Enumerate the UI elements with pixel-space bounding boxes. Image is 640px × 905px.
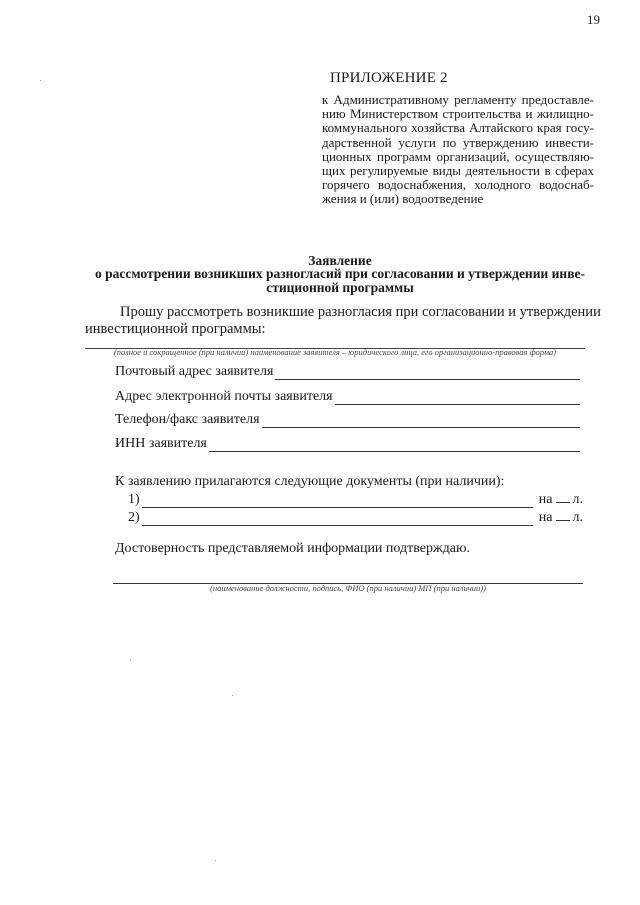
request-text-line1: Прошу рассмотреть возникшие разногласия при согласовании и утверждении [120, 304, 601, 320]
postal-address-label: Почтовый адрес заявителя [115, 364, 274, 379]
attachment-pages-prefix: на [538, 510, 553, 525]
statement-subtitle-line1: о рассмотрении возникших разногласий при согласовании и утверждении инве- [95, 266, 585, 281]
appendix-line: ционных программ организаций, осуществляю- [322, 148, 594, 164]
attachment-number: 1) [128, 492, 140, 507]
attachment-number: 2) [128, 510, 140, 525]
request-text-line2: инвестиционной программы: [85, 321, 266, 337]
statement-subtitle-line2: стиционной программы [266, 280, 414, 295]
appendix-text [322, 93, 594, 207]
attachments-intro: К заявлению прилагаются следующие документы (при наличии): [115, 474, 505, 489]
applicant-name-caption: (полное и сокращенное (при наличии) наименование заявителя – юридического лица, его организационно-правовая форма) [113, 347, 557, 357]
appendix-line: нию Министерством строительства и жилищно- [322, 106, 594, 122]
attachment-pages-suffix: л. [572, 492, 583, 507]
attachment-row [128, 508, 583, 526]
statement-title: Заявление [308, 253, 372, 268]
attachment-pages [539, 490, 583, 508]
email-address-input[interactable] [335, 390, 580, 405]
appendix-line: к Административному регламенту предоставле- [322, 92, 594, 107]
scan-speck [130, 660, 131, 661]
postal-address-field [115, 364, 580, 380]
attachment-pages-input[interactable] [556, 508, 570, 521]
email-address-label: Адрес электронной почты заявителя [115, 389, 333, 404]
scan-speck [40, 80, 41, 81]
attachment-row [128, 490, 583, 508]
attachment-pages-input[interactable] [556, 490, 570, 503]
signature-caption: (наименование должности, подпись, ФИО (при наличии) МП (при наличии)) [210, 583, 486, 593]
phone-fax-field [115, 412, 580, 428]
attachment-pages [539, 508, 583, 526]
appendix-line: горячего водоснабжения, холодного водоснаб- [322, 177, 594, 193]
appendix-line: дарственной услуги по утверждению инвести- [322, 134, 594, 150]
scan-speck [232, 695, 233, 696]
attachment-pages-suffix: л. [572, 510, 583, 525]
inn-label: ИНН заявителя [115, 436, 207, 451]
phone-fax-label: Телефон/факс заявителя [115, 412, 260, 427]
inn-field [115, 436, 580, 452]
attachment-name-input[interactable] [142, 493, 533, 508]
attachment-name-input[interactable] [142, 511, 533, 526]
appendix-line: щих регулируемые виды деятельности в сферах [322, 163, 594, 179]
inn-input[interactable] [209, 437, 580, 452]
postal-address-input[interactable] [275, 365, 580, 380]
scan-speck [215, 860, 216, 861]
appendix-title: ПРИЛОЖЕНИЕ 2 [330, 70, 448, 86]
phone-fax-input[interactable] [262, 413, 580, 428]
attachment-pages-prefix: на [538, 492, 553, 507]
appendix-line: коммунального хозяйства Алтайского края госу- [322, 120, 594, 136]
confirmation-text: Достоверность представляемой информации подтверждаю. [115, 541, 470, 556]
page-number: 19 [587, 12, 600, 27]
appendix-line: жения и (или) водоотведение [322, 191, 484, 207]
email-address-field [115, 389, 580, 405]
